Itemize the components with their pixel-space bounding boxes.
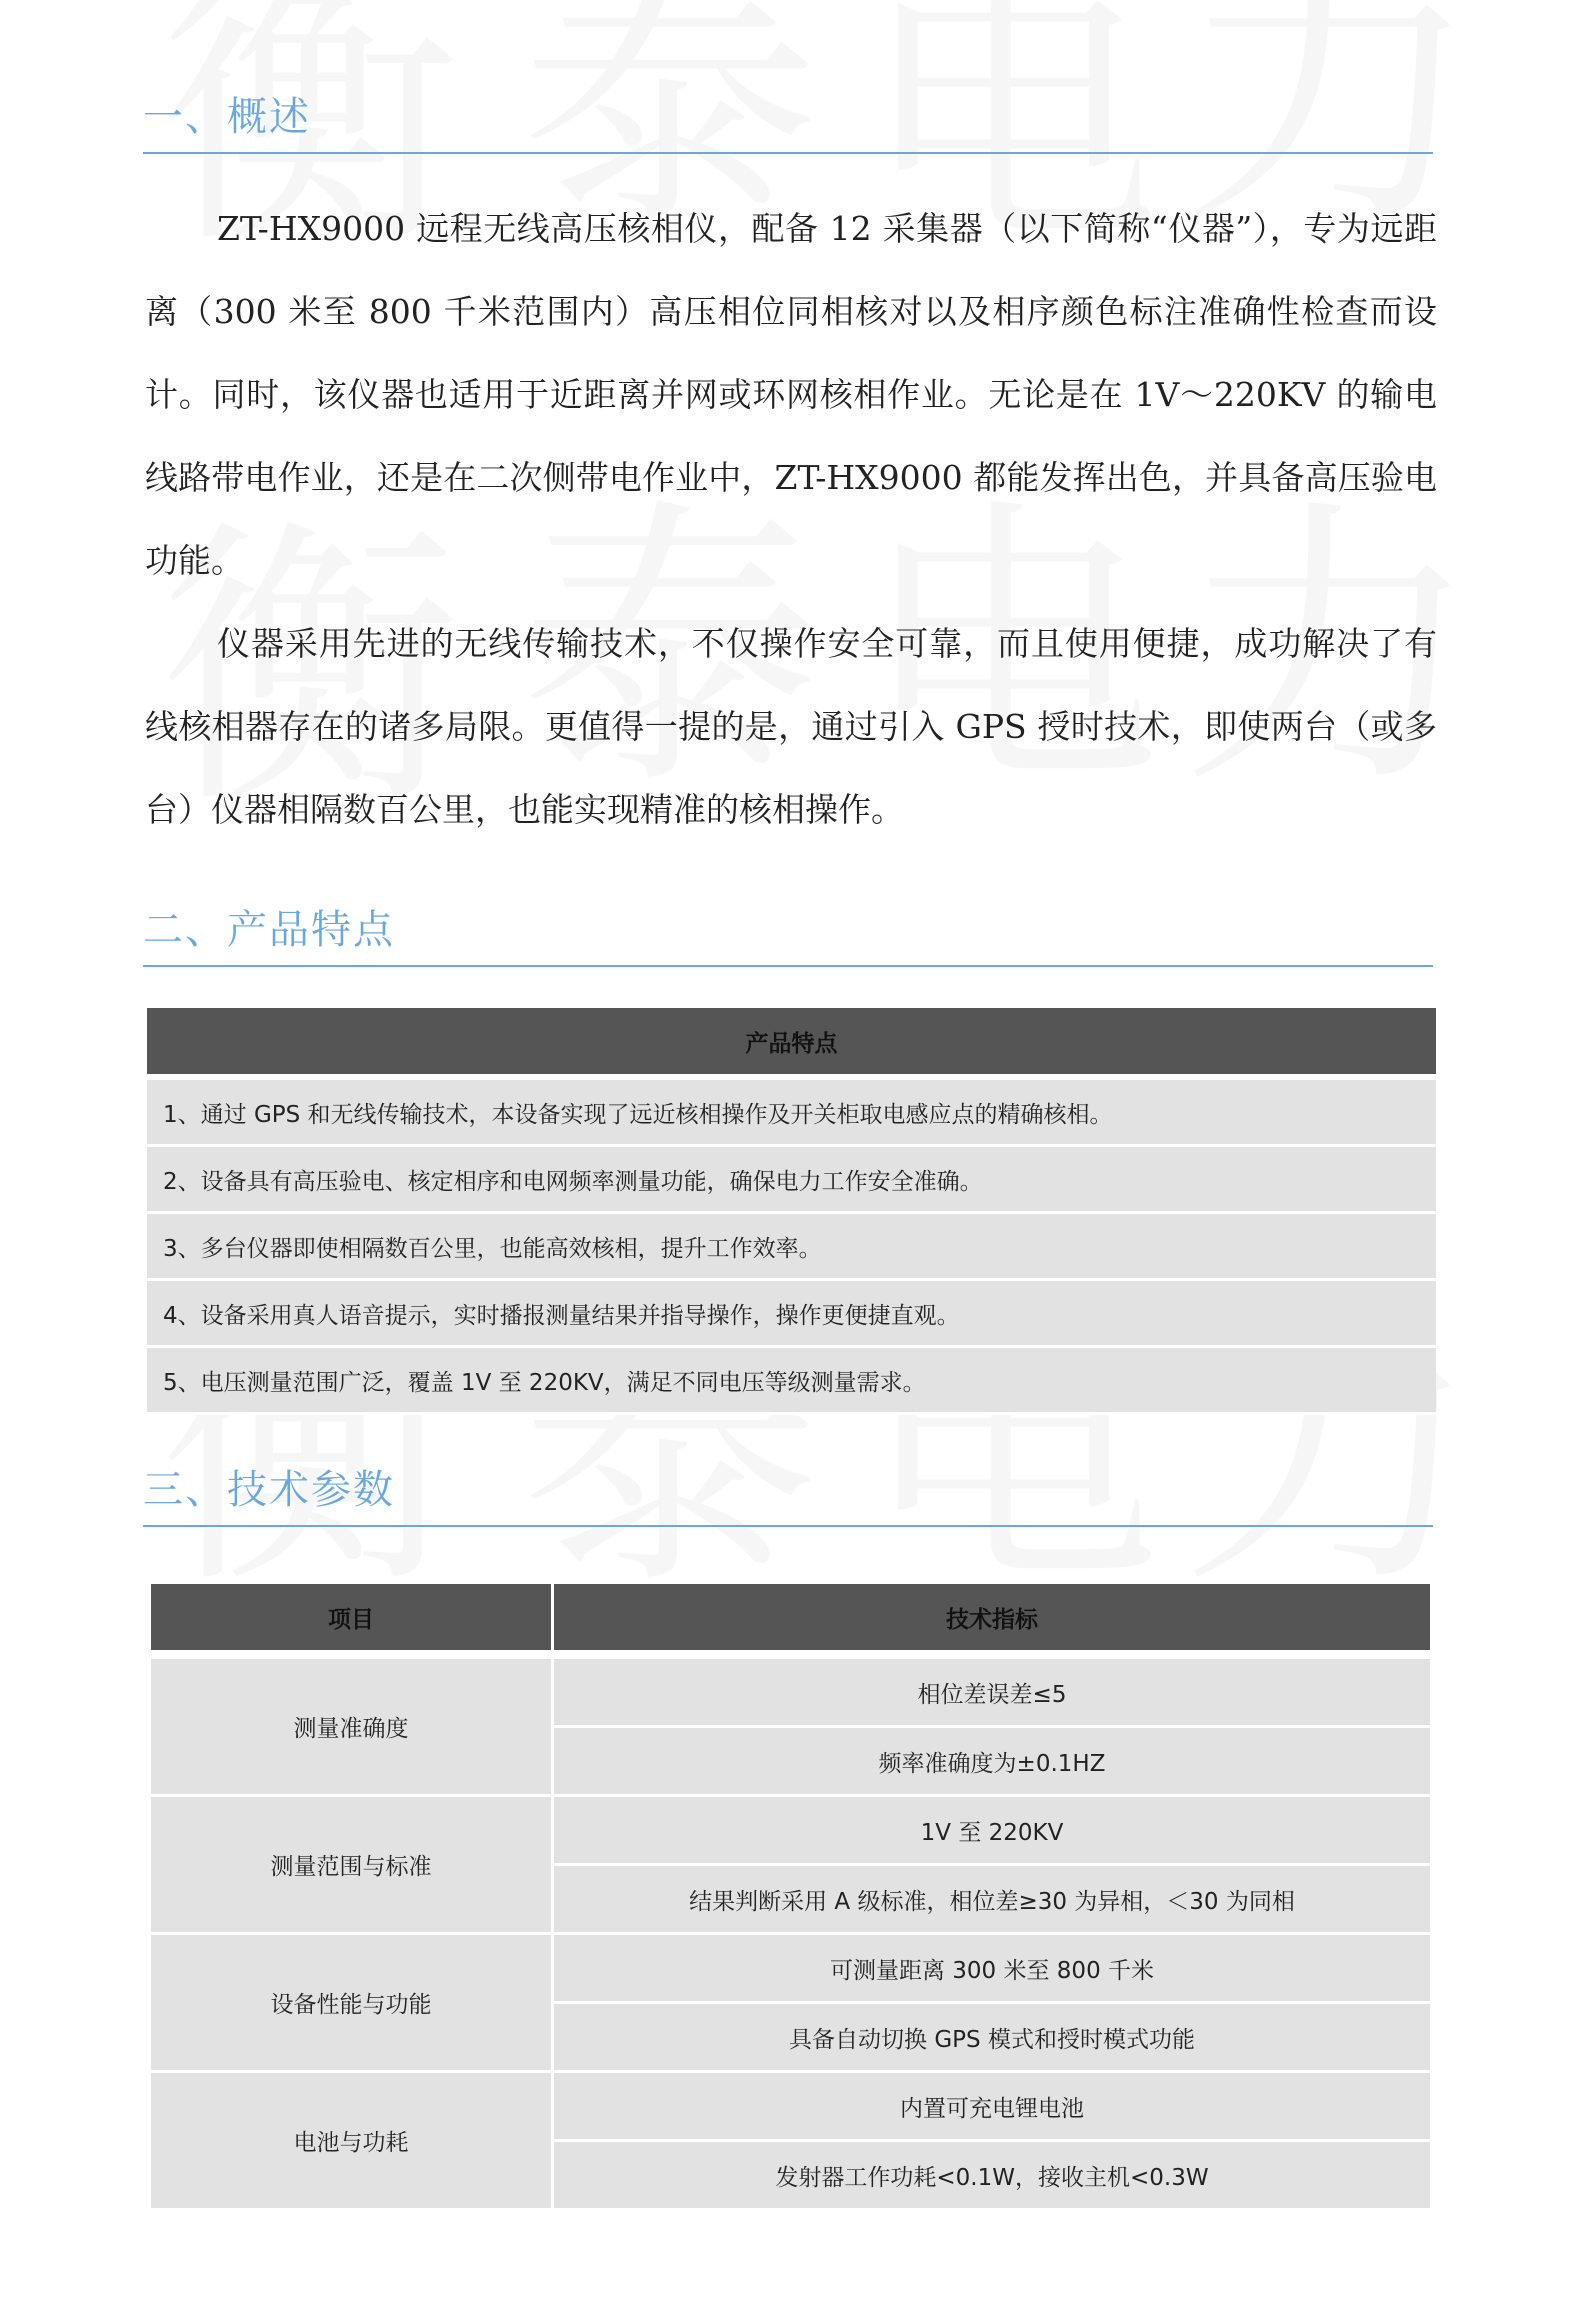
section-heading-specs: 三、技术参数 <box>143 1458 1433 1527</box>
overview-paragraph-1: ZT-HX9000 远程无线高压核相仪，配备 12 采集器（以下简称“仪器”），专为远距离（300 米至 800 千米范围内）高压相位同相核对以及相序颜色标注准确性检查而设计。同时，该仪器也适用于近距离并网或环网核相作业。无论是在 1V～220KV 的输电线路带电作业，还是在二次侧带电作业中，ZT-HX9000 都能发挥出色，并具备高压验电功能。 <box>145 209 1437 580</box>
spec-value: 可测量距离 300 米至 800 千米 <box>553 1934 1432 2003</box>
table-row <box>147 1077 1436 1146</box>
table-row <box>147 1347 1436 1414</box>
feature-item: 1、通过 GPS 和无线传输技术，本设备实现了远近核相操作及开关柜取电感应点的精确核相。 <box>147 1077 1436 1146</box>
spec-value: 频率准确度为±0.1HZ <box>553 1727 1432 1796</box>
spec-value: 相位差误差≤5 <box>553 1658 1432 1727</box>
spec-value: 内置可充电锂电池 <box>553 2072 1432 2141</box>
specs-col-spec-header: 技术指标 <box>553 1584 1432 1650</box>
feature-item: 2、设备具有高压验电、核定相序和电网频率测量功能，确保电力工作安全准确。 <box>147 1146 1436 1213</box>
feature-item: 4、设备采用真人语音提示，实时播报测量结果并指导操作，操作更便捷直观。 <box>147 1280 1436 1347</box>
spec-value: 发射器工作功耗<0.1W，接收主机<0.3W <box>553 2141 1432 2210</box>
specs-col-item-header: 项目 <box>151 1584 553 1650</box>
table-row <box>151 1796 1432 1865</box>
spec-item-label: 电池与功耗 <box>151 2072 553 2210</box>
spec-item-label: 测量范围与标准 <box>151 1796 553 1934</box>
table-row <box>147 1280 1436 1347</box>
specs-table <box>151 1584 1433 2211</box>
spec-value: 1V 至 220KV <box>553 1796 1432 1865</box>
spec-item-label: 测量准确度 <box>151 1658 553 1796</box>
features-table <box>147 1008 1436 1415</box>
spec-item-label: 设备性能与功能 <box>151 1934 553 2072</box>
spec-value: 具备自动切换 GPS 模式和授时模式功能 <box>553 2003 1432 2072</box>
section-heading-overview: 一、概述 <box>143 85 1433 154</box>
feature-item: 3、多台仪器即使相隔数百公里，也能高效核相，提升工作效率。 <box>147 1213 1436 1280</box>
table-row <box>147 1146 1436 1213</box>
table-row <box>151 2072 1432 2141</box>
section-heading-features: 二、产品特点 <box>143 898 1433 967</box>
table-row <box>151 1934 1432 2003</box>
table-row <box>151 1658 1432 1727</box>
spec-value: 结果判断采用 A 级标准，相位差≥30 为异相，＜30 为同相 <box>553 1865 1432 1934</box>
feature-item: 5、电压测量范围广泛，覆盖 1V 至 220KV，满足不同电压等级测量需求。 <box>147 1347 1436 1414</box>
overview-paragraph-2: 仪器采用先进的无线传输技术，不仅操作安全可靠，而且使用便捷，成功解决了有线核相器存在的诸多局限。更值得一提的是，通过引入 GPS 授时技术，即使两台（或多台）仪器相隔数百公里，也能实现精准的核相操作。 <box>145 624 1437 829</box>
table-row <box>147 1213 1436 1280</box>
features-table-header: 产品特点 <box>147 1008 1436 1077</box>
